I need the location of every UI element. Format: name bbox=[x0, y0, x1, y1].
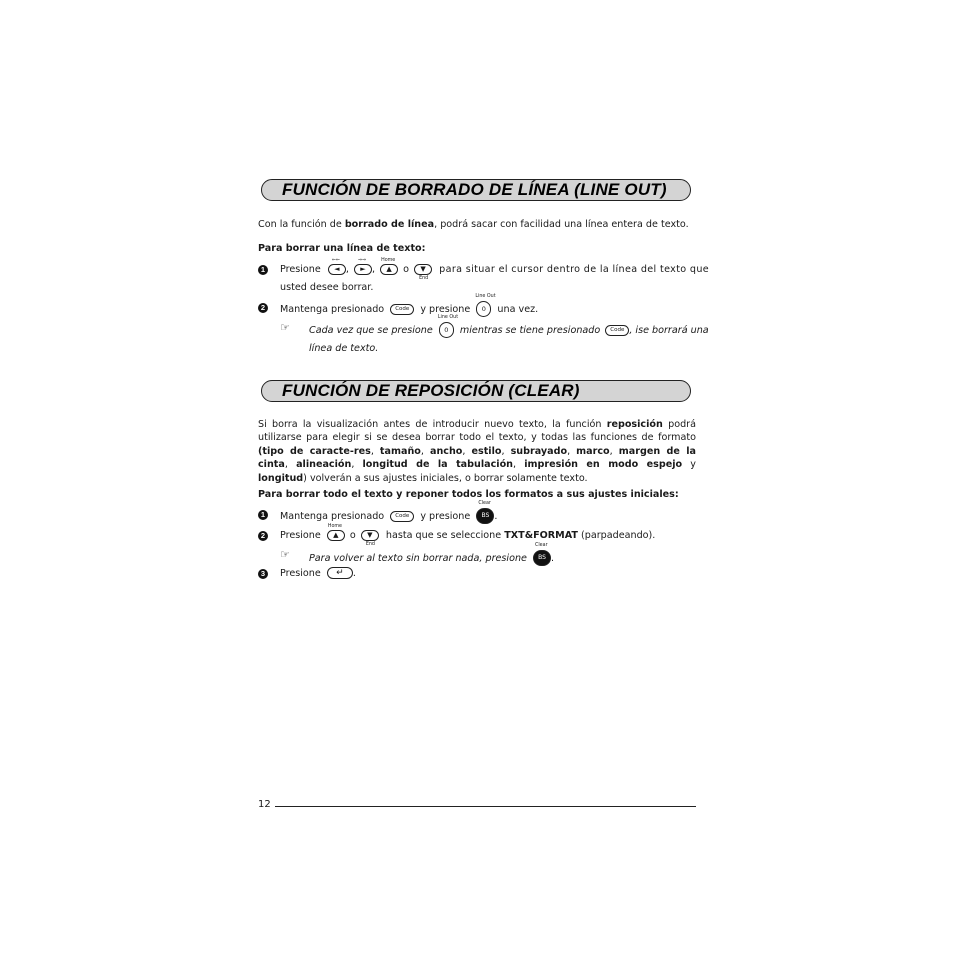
section2-paragraph bbox=[258, 418, 696, 485]
line-out-key-icon: Line Out 0 bbox=[476, 301, 491, 317]
pointing-hand-icon: ☞ bbox=[280, 321, 290, 334]
paragraph-segment: longitud de la tabulación bbox=[362, 459, 513, 471]
paragraph-segment: ancho bbox=[429, 445, 463, 457]
paragraph-segment: (tipo de caracte-res bbox=[258, 445, 371, 457]
paragraph-segment: , bbox=[351, 459, 363, 471]
enter-key-icon: ↵ bbox=[327, 567, 353, 579]
paragraph-segment: , bbox=[609, 445, 619, 457]
section2-title: FUNCIÓN DE REPOSICIÓN (CLEAR) bbox=[282, 381, 580, 400]
section1-step1-cont: usted desee borrar. bbox=[280, 282, 374, 293]
clear-key-icon: Clear BS bbox=[533, 550, 551, 566]
paragraph-segment: subrayado bbox=[510, 445, 568, 457]
section1-subheading: Para borrar una línea de texto: bbox=[258, 243, 426, 254]
section1-note-cont: línea de texto. bbox=[309, 343, 379, 354]
paragraph-segment: , bbox=[370, 445, 380, 457]
down-arrow-key-icon: ▼ End bbox=[361, 530, 379, 541]
up-arrow-key-icon: Home ▲ bbox=[380, 264, 398, 275]
paragraph-segment: margen de la cinta bbox=[258, 445, 696, 471]
paragraph-segment: , bbox=[462, 445, 472, 457]
step-number-2: 2 bbox=[258, 303, 268, 313]
section1-step1-line: Presione ⇐⇐ ◄ , ⇒⇒ ► , Home ▲ o ▼ End para situar el cursor dentro de la línea del texto que bbox=[280, 257, 710, 281]
paragraph-segment: longitud bbox=[258, 472, 304, 484]
paragraph-segment: , bbox=[420, 445, 430, 457]
paragraph-segment: estilo bbox=[471, 445, 502, 457]
step-number-1: 1 bbox=[258, 265, 268, 275]
section2-step3-line: Presione ↵ . bbox=[280, 568, 356, 579]
code-key-icon: Code bbox=[605, 325, 629, 336]
paragraph-segment: alineación bbox=[296, 459, 352, 471]
paragraph-segment: tamaño bbox=[379, 445, 421, 457]
clear-key-icon: Clear BS bbox=[476, 508, 494, 524]
paragraph-segment: , bbox=[501, 445, 511, 457]
section2-note-line: Para volver al texto sin borrar nada, presione Clear BS . bbox=[309, 543, 555, 564]
section2-step2-line: Presione Home ▲ o ▼ End hasta que se seleccione TXT&FORMAT (parpadeando). bbox=[280, 523, 656, 547]
line-out-key-icon: Line Out 0 bbox=[439, 322, 454, 338]
section1-step2-line: Mantenga presionado Code y presione Line Out 0 una vez. bbox=[280, 294, 539, 315]
paragraph-segment: , bbox=[513, 459, 525, 471]
paragraph-segment: Si borra la visualización antes de introducir nuevo texto, la función bbox=[258, 419, 607, 430]
code-key-icon: Code bbox=[390, 511, 414, 522]
paragraph-segment: y bbox=[682, 459, 696, 471]
right-arrow-key-icon: ⇒⇒ ► bbox=[354, 264, 372, 275]
page-number: 12 bbox=[258, 799, 271, 810]
step-number-2: 2 bbox=[258, 531, 268, 541]
up-arrow-key-icon: Home ▲ bbox=[327, 530, 345, 541]
code-key-icon: Code bbox=[390, 304, 414, 315]
step-number-3: 3 bbox=[258, 569, 268, 579]
step-number-1: 1 bbox=[258, 510, 268, 520]
footer-rule bbox=[275, 806, 696, 807]
paragraph-segment: impresión en modo espejo bbox=[524, 459, 683, 471]
paragraph-segment: marco bbox=[576, 445, 610, 457]
section2-subheading: Para borrar todo el texto y reponer todos los formatos a sus ajustes iniciales: bbox=[258, 489, 679, 500]
paragraph-segment: reposición bbox=[606, 419, 663, 430]
left-arrow-key-icon: ⇐⇐ ◄ bbox=[328, 264, 346, 275]
section1-title: FUNCIÓN DE BORRADO DE LÍNEA (LINE OUT) bbox=[282, 180, 667, 199]
paragraph-segment: , bbox=[284, 459, 297, 471]
section1-note-line: Cada vez que se presione Line Out 0 mientras se tiene presionado Code , ise borrará una bbox=[309, 315, 709, 336]
down-arrow-key-icon: ▼ End bbox=[414, 264, 432, 275]
pointing-hand-icon: ☞ bbox=[280, 548, 290, 561]
section1-intro: Con la función de borrado de línea, podrá sacar con facilidad una línea entera de texto. bbox=[258, 219, 689, 230]
section2-step1-line: Mantenga presionado Code y presione Clear BS . bbox=[280, 501, 498, 522]
paragraph-segment: podrá utilizarse para elegir si se desea borrar todo el texto, y todas las funciones de formato bbox=[258, 419, 696, 444]
paragraph-segment: , bbox=[567, 445, 577, 457]
paragraph-segment: ) volverán a sus ajustes iniciales, o borrar solamente texto. bbox=[303, 472, 588, 484]
